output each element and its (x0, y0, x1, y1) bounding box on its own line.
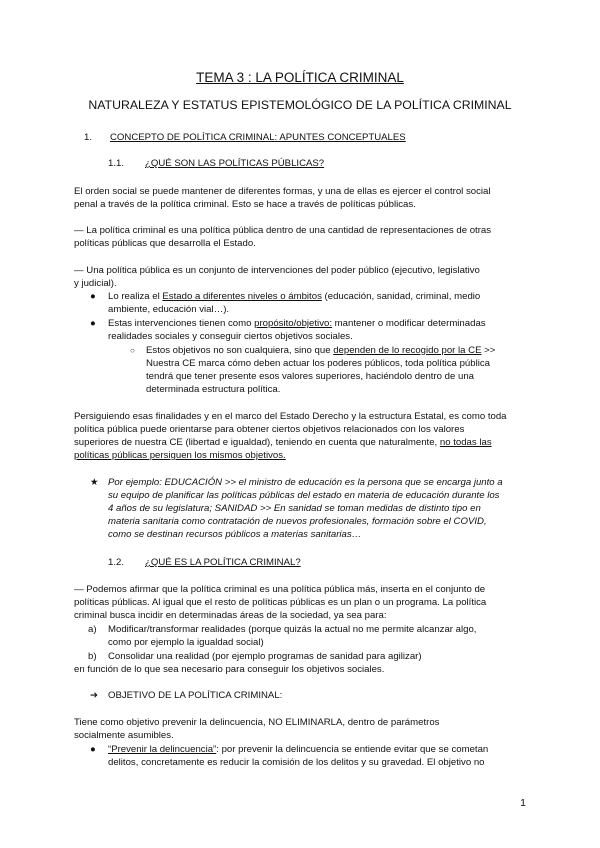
paragraph-4-line-1: Persiguiendo esas finalidades y en el marco del Estado Derecho y la estructura Estatal, es como toda (74, 411, 507, 422)
paragraph-3-line-2: y judicial). (74, 278, 117, 289)
section-1-1-heading: ¿QUÉ SON LAS POLÍTICAS PÚBLICAS? (145, 158, 325, 169)
example-line-1: Por ejemplo: EDUCACIÓN >> el ministro de educación es la persona que se encarga junto a (108, 477, 503, 488)
paragraph-2-line-1: — La política criminal es una política pública dentro de una cantidad de representaciones de otras (74, 225, 492, 236)
section-1-2-heading: ¿QUÉ ES LA POLÍTICA CRIMINAL? (145, 557, 301, 568)
paragraph-4-line-4: políticas públicas persiguen los mismos objetivos. (74, 450, 286, 461)
star-icon: ★ (90, 477, 99, 488)
sub-bullet-icon: ○ (130, 346, 135, 355)
bullet-2-line-1: Estas intervenciones tienen como propósito/objetivo: mantener o modificar determinadas (108, 318, 486, 329)
objective-heading: OBJETIVO DE LA POLÍTICA CRIMINAL: (108, 690, 283, 701)
example-line-3: 4 años de su legislatura; SANIDAD >> En sanidad se toman medidas de distinto tipo en (108, 503, 481, 514)
sub-bullet-line-4: determinada estructura política. (146, 384, 281, 395)
paragraph-5-line-3: criminal busca incidir en determinadas áreas de la sociedad, ya sea para: (74, 610, 387, 621)
list-b-line-1: Consolidar una realidad (por ejemplo programas de sanidad para agilizar) (108, 651, 422, 662)
paragraph-1-line-1: El orden social se puede mantener de diferentes formas, y una de ellas es ejercer el control social (74, 186, 491, 197)
section-1-1-number: 1.1. (108, 158, 125, 169)
section-1-heading: CONCEPTO DE POLÍTICA CRIMINAL: APUNTES CONCEPTUALES (110, 132, 406, 143)
example-line-4: materia sanitaria como contratación de nuevos profesionales, formación sobre el COVID, (108, 516, 487, 527)
paragraph-3-line-1: — Una política pública es un conjunto de intervenciones del poder público (ejecutivo, legislativo (74, 265, 480, 276)
page-number: 1 (520, 797, 526, 809)
example-line-5: como se destinan recursos públicos a materias sanitarias… (108, 529, 362, 540)
section-1-2-number: 1.2. (108, 557, 125, 568)
bullet-1-line-1: Lo realiza el Estado a diferentes niveles o ámbitos (educación, sanidad, criminal, medio (108, 291, 481, 302)
sub-bullet-line-3: tendrá que tener presente esos valores superiores, haciéndolo dentro de una (146, 371, 475, 382)
section-1-number: 1. (84, 132, 93, 143)
paragraph-4-line-3: superiores de nuestra CE (libertad e igualdad), teniendo en cuenta que naturalmente, no todas las (74, 437, 492, 448)
sub-bullet-line-2: Nuestra CE marca cómo deben actuar los poderes públicos, toda política pública (146, 358, 490, 369)
bullet-icon: ● (90, 744, 96, 755)
bullet-icon: ● (90, 318, 96, 329)
arrow-right-icon: ➔ (90, 690, 99, 701)
bullet-4-line-2: delitos, concretamente es reducir la comisión de los delitos y su gravedad. El objetivo no (108, 757, 485, 768)
bullet-4-line-1: “Prevenir la delincuencia”: por prevenir la delincuencia se entiende evitar que se cometan (108, 744, 489, 755)
document-subtitle: NATURALEZA Y ESTATUS EPISTEMOLÓGICO DE LA POLÍTICA CRIMINAL (88, 98, 512, 112)
paragraph-2-line-2: políticas públicas que desarrolla el Estado. (74, 238, 256, 249)
example-line-2: su equipo de planificar las políticas públicas del estado en materia de educación durante los (108, 490, 500, 501)
paragraph-5-line-1: — Podemos afirmar que la política criminal es una política pública más, inserta en el conjunto de (74, 584, 486, 595)
sub-bullet-line-1: Estos objetivos no son cualquiera, sino que dependen de lo recogido por la CE >> (146, 345, 496, 356)
list-marker-b: b) (88, 651, 97, 662)
document-title: TEMA 3 : LA POLÍTICA CRIMINAL (196, 70, 404, 85)
list-a-line-1: Modificar/transformar realidades (porque quizás la actual no me permite alcanzar algo, (108, 624, 477, 635)
bullet-1-line-2: ambiente, educación vial…). (108, 304, 230, 315)
list-a-line-2: como por ejemplo la igualdad social) (108, 637, 264, 648)
bullet-icon: ● (90, 291, 96, 302)
paragraph-5-line-2: políticas públicas. Al igual que el resto de políticas públicas es un plan o un programa. La política (74, 597, 487, 608)
paragraph-1-line-2: penal a través de la política criminal. Esto se hace a través de políticas públicas. (74, 199, 416, 210)
bullet-2-line-2: realidades sociales y conseguir ciertos objetivos sociales. (108, 331, 353, 342)
paragraph-4-line-2: política pública puede orientarse para obtener ciertos objetivos relacionados con los valores (74, 424, 465, 435)
list-marker-a: a) (88, 624, 97, 635)
paragraph-6: en función de lo que sea necesario para conseguir los objetivos sociales. (74, 664, 385, 675)
paragraph-7-line-2: socialmente asumibles. (74, 730, 174, 741)
paragraph-7-line-1: Tiene como objetivo prevenir la delincuencia, NO ELIMINARLA, dentro de parámetros (74, 717, 440, 728)
